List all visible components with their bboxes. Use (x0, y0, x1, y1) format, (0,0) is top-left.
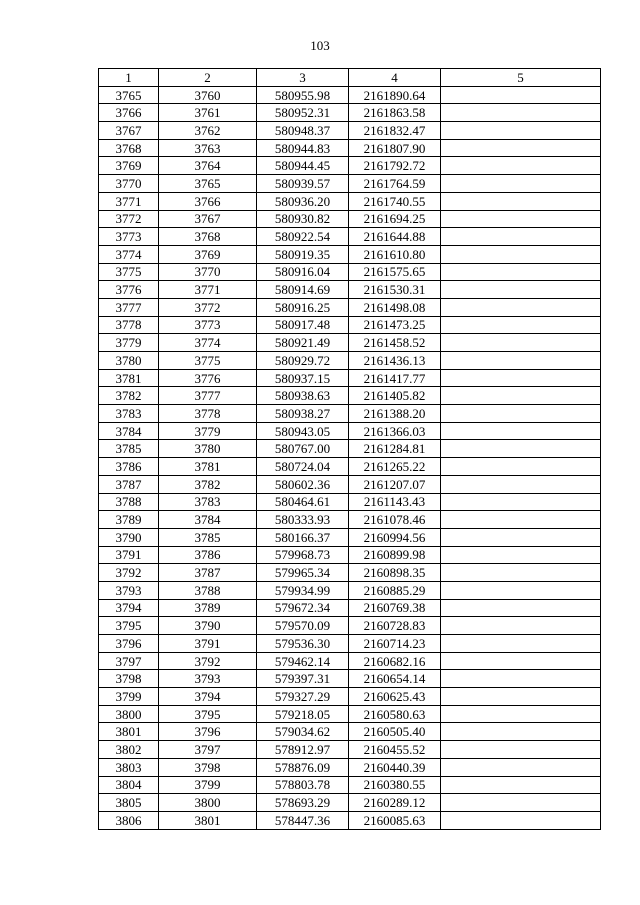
table-cell-col-3: 580921.49 (257, 334, 349, 352)
table-cell-col-3: 579327.29 (257, 688, 349, 706)
table-cell-col-1: 3771 (99, 192, 159, 210)
table-row (99, 528, 601, 546)
table-cell-col-3: 580937.15 (257, 369, 349, 387)
table-row (99, 794, 601, 812)
table-cell-col-4: 2160714.23 (349, 635, 441, 653)
table-cell-col-5 (441, 511, 601, 529)
table-body (99, 86, 601, 829)
table-cell-col-2: 3778 (159, 405, 257, 423)
table-cell-col-3: 580919.35 (257, 245, 349, 263)
table-cell-col-2: 3797 (159, 741, 257, 759)
table-cell-col-3: 580939.57 (257, 175, 349, 193)
table-row (99, 670, 601, 688)
table-cell-col-4: 2161388.20 (349, 405, 441, 423)
column-header-5: 5 (441, 69, 601, 87)
table-cell-col-5 (441, 493, 601, 511)
table-cell-col-5 (441, 652, 601, 670)
table-row (99, 334, 601, 352)
table-cell-col-4: 2161473.25 (349, 316, 441, 334)
table-cell-col-1: 3774 (99, 245, 159, 263)
table-cell-col-3: 579570.09 (257, 617, 349, 635)
table-cell-col-3: 579934.99 (257, 581, 349, 599)
table-cell-col-1: 3791 (99, 546, 159, 564)
table-cell-col-3: 580917.48 (257, 316, 349, 334)
table-cell-col-5 (441, 475, 601, 493)
table-cell-col-2: 3780 (159, 440, 257, 458)
table-cell-col-2: 3785 (159, 528, 257, 546)
table-cell-col-1: 3780 (99, 352, 159, 370)
column-header-2: 2 (159, 69, 257, 87)
table-row (99, 475, 601, 493)
table-row (99, 228, 601, 246)
table-cell-col-2: 3789 (159, 599, 257, 617)
table-cell-col-2: 3760 (159, 86, 257, 104)
table-cell-col-5 (441, 405, 601, 423)
table-row (99, 599, 601, 617)
table-cell-col-3: 578447.36 (257, 811, 349, 829)
table-cell-col-4: 2161694.25 (349, 210, 441, 228)
table-cell-col-2: 3792 (159, 652, 257, 670)
table-cell-col-5 (441, 758, 601, 776)
table-cell-col-4: 2161498.08 (349, 298, 441, 316)
table-header-row (99, 69, 601, 87)
table-cell-col-3: 579672.34 (257, 599, 349, 617)
column-header-4: 4 (349, 69, 441, 87)
table-cell-col-5 (441, 157, 601, 175)
table-cell-col-5 (441, 263, 601, 281)
table-cell-col-1: 3804 (99, 776, 159, 794)
table-row (99, 298, 601, 316)
table-cell-col-2: 3773 (159, 316, 257, 334)
table-cell-col-5 (441, 564, 601, 582)
table-row (99, 440, 601, 458)
table-row (99, 564, 601, 582)
table-cell-col-4: 2161078.46 (349, 511, 441, 529)
table-cell-col-3: 580916.04 (257, 263, 349, 281)
table-cell-col-4: 2160899.98 (349, 546, 441, 564)
table-cell-col-1: 3782 (99, 387, 159, 405)
table-row (99, 263, 601, 281)
table-cell-col-5 (441, 281, 601, 299)
table-cell-col-3: 580464.61 (257, 493, 349, 511)
table-cell-col-5 (441, 298, 601, 316)
table-cell-col-1: 3803 (99, 758, 159, 776)
table-cell-col-2: 3762 (159, 122, 257, 140)
table-cell-col-5 (441, 776, 601, 794)
table-cell-col-3: 580936.20 (257, 192, 349, 210)
table-cell-col-5 (441, 670, 601, 688)
table-cell-col-3: 579218.05 (257, 705, 349, 723)
table-cell-col-2: 3781 (159, 458, 257, 476)
table-cell-col-5 (441, 122, 601, 140)
table-cell-col-3: 578693.29 (257, 794, 349, 812)
table-cell-col-2: 3768 (159, 228, 257, 246)
table-cell-col-4: 2161207.07 (349, 475, 441, 493)
table-cell-col-1: 3775 (99, 263, 159, 281)
table-cell-col-4: 2160994.56 (349, 528, 441, 546)
table-cell-col-3: 579965.34 (257, 564, 349, 582)
table-cell-col-5 (441, 723, 601, 741)
table-cell-col-1: 3789 (99, 511, 159, 529)
table-cell-col-4: 2161436.13 (349, 352, 441, 370)
table-cell-col-2: 3786 (159, 546, 257, 564)
table-cell-col-3: 580938.63 (257, 387, 349, 405)
table-cell-col-4: 2161807.90 (349, 139, 441, 157)
table-row (99, 405, 601, 423)
table-cell-col-4: 2161417.77 (349, 369, 441, 387)
table-row (99, 652, 601, 670)
table-cell-col-4: 2160580.63 (349, 705, 441, 723)
table-row (99, 688, 601, 706)
table-cell-col-4: 2161405.82 (349, 387, 441, 405)
table-cell-col-4: 2161284.81 (349, 440, 441, 458)
table-cell-col-2: 3772 (159, 298, 257, 316)
table-cell-col-5 (441, 741, 601, 759)
table-cell-col-1: 3795 (99, 617, 159, 635)
table-cell-col-2: 3761 (159, 104, 257, 122)
table-cell-col-4: 2160898.35 (349, 564, 441, 582)
table-cell-col-1: 3772 (99, 210, 159, 228)
table-cell-col-1: 3800 (99, 705, 159, 723)
table-cell-col-5 (441, 175, 601, 193)
table-cell-col-2: 3763 (159, 139, 257, 157)
table-cell-col-3: 580724.04 (257, 458, 349, 476)
table-cell-col-4: 2161764.59 (349, 175, 441, 193)
table-cell-col-3: 580916.25 (257, 298, 349, 316)
table-cell-col-3: 580922.54 (257, 228, 349, 246)
table-row (99, 581, 601, 599)
table-cell-col-3: 579968.73 (257, 546, 349, 564)
table-cell-col-4: 2161610.80 (349, 245, 441, 263)
table-cell-col-4: 2161366.03 (349, 422, 441, 440)
column-header-3: 3 (257, 69, 349, 87)
table-cell-col-3: 580952.31 (257, 104, 349, 122)
table-cell-col-2: 3794 (159, 688, 257, 706)
table-cell-col-5 (441, 811, 601, 829)
table-cell-col-5 (441, 599, 601, 617)
table-cell-col-4: 2161458.52 (349, 334, 441, 352)
table-cell-col-4: 2161792.72 (349, 157, 441, 175)
table-cell-col-2: 3771 (159, 281, 257, 299)
table-cell-col-4: 2160505.40 (349, 723, 441, 741)
table-cell-col-3: 578876.09 (257, 758, 349, 776)
table-cell-col-5 (441, 228, 601, 246)
table-row (99, 705, 601, 723)
table-cell-col-2: 3799 (159, 776, 257, 794)
table-cell-col-4: 2160289.12 (349, 794, 441, 812)
table-cell-col-2: 3787 (159, 564, 257, 582)
table-cell-col-3: 579536.30 (257, 635, 349, 653)
coordinates-table (98, 68, 601, 830)
table-cell-col-4: 2160455.52 (349, 741, 441, 759)
table-cell-col-1: 3798 (99, 670, 159, 688)
table-cell-col-1: 3770 (99, 175, 159, 193)
table-cell-col-1: 3773 (99, 228, 159, 246)
table-cell-col-3: 580943.05 (257, 422, 349, 440)
table-cell-col-5 (441, 458, 601, 476)
table-cell-col-4: 2161530.31 (349, 281, 441, 299)
table-cell-col-2: 3798 (159, 758, 257, 776)
table-cell-col-5 (441, 794, 601, 812)
table-cell-col-1: 3769 (99, 157, 159, 175)
table-cell-col-2: 3776 (159, 369, 257, 387)
table-row (99, 723, 601, 741)
table-cell-col-1: 3792 (99, 564, 159, 582)
table-cell-col-2: 3775 (159, 352, 257, 370)
table-cell-col-5 (441, 546, 601, 564)
table-row (99, 369, 601, 387)
table-row (99, 776, 601, 794)
table-cell-col-5 (441, 139, 601, 157)
table-cell-col-4: 2160728.83 (349, 617, 441, 635)
table-cell-col-3: 580938.27 (257, 405, 349, 423)
table-cell-col-4: 2160440.39 (349, 758, 441, 776)
table-cell-col-2: 3774 (159, 334, 257, 352)
table-cell-col-1: 3768 (99, 139, 159, 157)
table-cell-col-1: 3767 (99, 122, 159, 140)
table-cell-col-3: 580944.45 (257, 157, 349, 175)
table-row (99, 422, 601, 440)
table-row (99, 511, 601, 529)
table-row (99, 86, 601, 104)
table-row (99, 122, 601, 140)
table-cell-col-2: 3784 (159, 511, 257, 529)
table-cell-col-2: 3801 (159, 811, 257, 829)
table-cell-col-3: 580333.93 (257, 511, 349, 529)
table-row (99, 281, 601, 299)
table-cell-col-5 (441, 581, 601, 599)
table-cell-col-1: 3799 (99, 688, 159, 706)
table-cell-col-3: 580930.82 (257, 210, 349, 228)
table-cell-col-4: 2160769.38 (349, 599, 441, 617)
table-cell-col-2: 3788 (159, 581, 257, 599)
table-cell-col-2: 3766 (159, 192, 257, 210)
table-cell-col-1: 3794 (99, 599, 159, 617)
table-cell-col-2: 3765 (159, 175, 257, 193)
table-cell-col-5 (441, 369, 601, 387)
table-cell-col-5 (441, 617, 601, 635)
column-header-1: 1 (99, 69, 159, 87)
table-cell-col-4: 2161265.22 (349, 458, 441, 476)
table-cell-col-2: 3782 (159, 475, 257, 493)
table-cell-col-3: 579034.62 (257, 723, 349, 741)
table-cell-col-1: 3776 (99, 281, 159, 299)
table-cell-col-2: 3795 (159, 705, 257, 723)
table-cell-col-4: 2161143.43 (349, 493, 441, 511)
table-cell-col-3: 580914.69 (257, 281, 349, 299)
table-cell-col-4: 2160380.55 (349, 776, 441, 794)
table-cell-col-1: 3766 (99, 104, 159, 122)
table-cell-col-1: 3797 (99, 652, 159, 670)
table-cell-col-2: 3791 (159, 635, 257, 653)
table-cell-col-2: 3764 (159, 157, 257, 175)
table-cell-col-2: 3783 (159, 493, 257, 511)
table-cell-col-4: 2161740.55 (349, 192, 441, 210)
table-cell-col-1: 3783 (99, 405, 159, 423)
table-row (99, 175, 601, 193)
table-cell-col-5 (441, 192, 601, 210)
table-cell-col-4: 2160654.14 (349, 670, 441, 688)
table-cell-col-4: 2160682.16 (349, 652, 441, 670)
table-cell-col-4: 2160085.63 (349, 811, 441, 829)
table-cell-col-3: 579462.14 (257, 652, 349, 670)
table-cell-col-4: 2161832.47 (349, 122, 441, 140)
table-cell-col-5 (441, 422, 601, 440)
table-cell-col-1: 3786 (99, 458, 159, 476)
table-cell-col-5 (441, 104, 601, 122)
table-cell-col-1: 3805 (99, 794, 159, 812)
table-cell-col-2: 3779 (159, 422, 257, 440)
table-cell-col-1: 3787 (99, 475, 159, 493)
table-cell-col-4: 2161575.65 (349, 263, 441, 281)
table-cell-col-5 (441, 635, 601, 653)
table-row (99, 245, 601, 263)
table-cell-col-3: 578912.97 (257, 741, 349, 759)
table-cell-col-2: 3767 (159, 210, 257, 228)
table-row (99, 546, 601, 564)
table-row (99, 157, 601, 175)
table-row (99, 493, 601, 511)
table-cell-col-4: 2160885.29 (349, 581, 441, 599)
table-cell-col-1: 3790 (99, 528, 159, 546)
table-cell-col-1: 3784 (99, 422, 159, 440)
table-cell-col-1: 3793 (99, 581, 159, 599)
page-number: 103 (310, 38, 330, 53)
table-cell-col-1: 3788 (99, 493, 159, 511)
table-cell-col-2: 3796 (159, 723, 257, 741)
table-cell-col-2: 3777 (159, 387, 257, 405)
table-cell-col-5 (441, 440, 601, 458)
table-row (99, 210, 601, 228)
table-cell-col-5 (441, 688, 601, 706)
table-row (99, 741, 601, 759)
table-cell-col-1: 3779 (99, 334, 159, 352)
table-row (99, 139, 601, 157)
table-cell-col-1: 3765 (99, 86, 159, 104)
table-cell-col-2: 3770 (159, 263, 257, 281)
table-cell-col-5 (441, 334, 601, 352)
table-cell-col-5 (441, 316, 601, 334)
table-row (99, 811, 601, 829)
table-cell-col-5 (441, 387, 601, 405)
table-cell-col-3: 580944.83 (257, 139, 349, 157)
table-row (99, 617, 601, 635)
table-cell-col-3: 578803.78 (257, 776, 349, 794)
table-cell-col-5 (441, 528, 601, 546)
table-row (99, 635, 601, 653)
table-cell-col-1: 3796 (99, 635, 159, 653)
table-row (99, 458, 601, 476)
table-cell-col-1: 3802 (99, 741, 159, 759)
table-cell-col-3: 580955.98 (257, 86, 349, 104)
table-cell-col-4: 2161890.64 (349, 86, 441, 104)
table-cell-col-2: 3790 (159, 617, 257, 635)
table-cell-col-3: 580602.36 (257, 475, 349, 493)
table-cell-col-3: 580767.00 (257, 440, 349, 458)
table-cell-col-5 (441, 245, 601, 263)
table-cell-col-2: 3769 (159, 245, 257, 263)
table-cell-col-5 (441, 352, 601, 370)
table-row (99, 316, 601, 334)
table-cell-col-1: 3806 (99, 811, 159, 829)
table-cell-col-3: 580948.37 (257, 122, 349, 140)
table-cell-col-4: 2161863.58 (349, 104, 441, 122)
table-cell-col-1: 3801 (99, 723, 159, 741)
table-cell-col-2: 3800 (159, 794, 257, 812)
table-cell-col-1: 3778 (99, 316, 159, 334)
table-cell-col-3: 580929.72 (257, 352, 349, 370)
table-row (99, 104, 601, 122)
table-cell-col-2: 3793 (159, 670, 257, 688)
table-cell-col-5 (441, 210, 601, 228)
table-cell-col-1: 3777 (99, 298, 159, 316)
table-row (99, 387, 601, 405)
table-cell-col-4: 2161644.88 (349, 228, 441, 246)
table-cell-col-5 (441, 705, 601, 723)
table-row (99, 352, 601, 370)
table-cell-col-3: 579397.31 (257, 670, 349, 688)
table-row (99, 192, 601, 210)
table-cell-col-3: 580166.37 (257, 528, 349, 546)
table-cell-col-4: 2160625.43 (349, 688, 441, 706)
table-cell-col-5 (441, 86, 601, 104)
table-row (99, 758, 601, 776)
table-cell-col-1: 3785 (99, 440, 159, 458)
table-cell-col-1: 3781 (99, 369, 159, 387)
